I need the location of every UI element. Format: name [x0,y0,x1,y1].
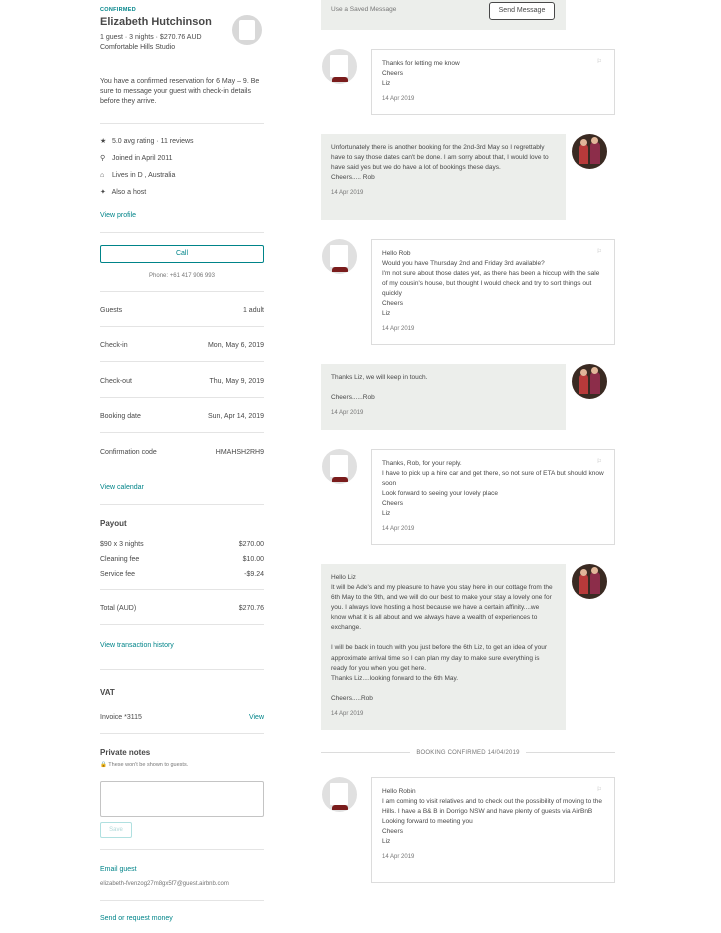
detail-checkin [100,341,264,350]
divider [100,589,264,590]
message-text: Unfortunately there is another booking for the 2nd-3rd May so I regrettably have to say those dates can't be done. I am sorry about that, I would love to have said yes but we do have a lot of bookings these days. Cheers..... Rob [331,144,549,182]
lock-icon: 🔒 [100,762,107,768]
view-calendar-link[interactable]: View calendar [100,484,144,491]
send-message-button[interactable]: Send Message [489,2,555,20]
private-notes-hint [100,762,188,769]
detail-label: Check-out [100,378,132,385]
fact-location [100,171,175,180]
payout-cleaning [100,555,264,564]
detail-checkout [100,377,264,386]
guest-avatar[interactable] [232,15,262,45]
flag-icon[interactable]: ⚐ [596,59,602,65]
fact-joined [100,154,173,163]
fact-host-text: Also a host [111,189,147,196]
divider [100,624,264,625]
invoice-row [100,713,264,722]
badge-icon: ⚲ [100,155,106,162]
message-text: Hello Liz It will be Ade's and my pleasure to have you stay here in our cottage from the 6th May to the 9th, and we will do our best to make your stay a lovely one for you. I always love hosting a host because we have a certain affinity....we know what it is all about and we always have a wealth of experiences to exchange. I will be back in touch with you just before the 6th Liz, to get an idea of your approximate arrival time so I can plan my day to make sure everything is ready for you when you get here. Thanks Liz....looking forward to the 6th May. Cheers.....Rob [331,574,553,702]
use-saved-message-link[interactable]: Use a Saved Message [331,6,397,13]
status-label: CONFIRMED [100,7,137,13]
host-icon: ✦ [100,189,106,196]
message-outgoing [371,777,615,883]
host-avatar [572,564,607,599]
divider [100,669,264,670]
vat-heading: VAT [100,688,115,697]
payout-service [100,570,264,579]
view-transaction-history-link[interactable]: View transaction history [100,642,174,649]
message-date: 14 Apr 2019 [382,854,415,861]
fact-joined-text: Joined in April 2011 [111,155,173,162]
invoice-label: Invoice *3115 [100,714,142,721]
divider [100,291,264,292]
detail-value: Mon, May 6, 2019 [207,342,264,349]
message-date: 14 Apr 2019 [331,190,364,197]
payout-nights [100,540,264,549]
flag-icon[interactable]: ⚐ [596,787,602,793]
guest-email-address: elizabeth-fvenzog27m8gx5f7@guest.airbnb.com [100,881,229,887]
fact-rating-text: 5.0 avg rating · 11 reviews [111,138,194,145]
detail-booking-date [100,412,264,421]
payout-total-value: $270.76 [238,605,264,612]
payout-label: $90 x 3 nights [100,541,144,548]
message-date: 14 Apr 2019 [331,710,364,717]
payout-label: Cleaning fee [100,556,140,563]
detail-label: Confirmation code [100,449,157,456]
message-incoming [321,364,566,430]
listing-name: Comfortable Hills Studio [100,44,176,51]
view-profile-link[interactable]: View profile [100,212,137,219]
reservation-intro: You have a confirmed reservation for 6 May – 9. Be sure to message your guest with check-in details before they arrive. [100,78,260,106]
divider [100,849,264,850]
detail-value: HMAHSH2RH9 [215,449,264,456]
divider [100,733,264,734]
fact-host [100,188,146,197]
message-date: 14 Apr 2019 [382,326,415,333]
message-text: Thanks Liz, we will keep in touch. Cheers......Rob [331,374,428,402]
booking-confirmed-text: BOOKING CONFIRMED 14/04/2019 [410,750,525,756]
message-composer [321,0,566,30]
host-avatar [572,134,607,169]
save-notes-button[interactable]: Save [100,822,132,838]
detail-label: Check-in [100,342,128,349]
divider [100,397,264,398]
divider [100,432,264,433]
payout-heading: Payout [100,519,127,528]
private-notes-hint-text: These won't be shown to guests. [108,762,189,768]
host-avatar [572,364,607,399]
flag-icon[interactable]: ⚐ [596,459,602,465]
divider [100,232,264,233]
message-incoming [321,564,566,730]
divider [100,504,264,505]
payout-value: -$9.24 [244,571,264,578]
reservation-summary: 1 guest · 3 nights · $270.76 AUD [100,34,202,41]
message-text: Thanks, Rob, for your reply. I have to pick up a hire car and get there, so not sure of ETA but should know soon Look forward to seeing your lovely place Cheers Liz [382,460,604,518]
payout-total [100,604,264,613]
message-outgoing [371,239,615,345]
booking-confirmed-label [321,748,615,757]
phone-number: Phone: +61 417 906 993 [149,273,215,279]
detail-label: Booking date [100,413,141,420]
email-guest-link[interactable]: Email guest [100,866,137,873]
send-request-money-link[interactable]: Send or request money [100,915,173,922]
payout-value: $270.00 [238,541,264,548]
private-notes-textarea[interactable] [100,781,264,817]
detail-value: Sun, Apr 14, 2019 [207,413,264,420]
message-date: 14 Apr 2019 [382,96,415,103]
message-text: Thanks for letting me know Cheers Liz [382,60,460,88]
own-avatar [322,49,357,84]
message-outgoing [371,49,615,115]
divider [100,326,264,327]
detail-value: 1 adult [242,307,264,314]
star-icon: ★ [100,138,107,145]
message-date: 14 Apr 2019 [331,410,364,417]
call-button[interactable]: Call [100,245,264,263]
invoice-view-link[interactable]: View [248,714,264,721]
message-outgoing [371,449,615,545]
detail-guests [100,306,264,315]
divider [100,900,264,901]
payout-total-label: Total (AUD) [100,605,137,612]
detail-value: Thu, May 9, 2019 [209,378,264,385]
message-text: Hello Rob Would you have Thursday 2nd and Friday 3rd available? I'm not sure about those dates yet, as there has been a hiccup with the sale of my cousin's house, but thought I would check and try to sort things out quickly Cheers Liz [382,250,600,318]
home-icon: ⌂ [100,172,105,179]
own-avatar [322,777,357,812]
own-avatar [322,449,357,484]
private-notes-heading: Private notes [100,748,151,757]
own-avatar [322,239,357,274]
fact-location-text: Lives in D , Australia [111,172,176,179]
message-text: Hello Robin I am coming to visit relatives and to check out the possibility of moving to the Hills. I have a B& B in Dorrigo NSW and have plenty of guests via AirBnB Looking forward to meeting you Cheers Liz [382,788,603,846]
detail-label: Guests [100,307,123,314]
fact-rating [100,137,194,146]
payout-label: Service fee [100,571,136,578]
flag-icon[interactable]: ⚐ [596,249,602,255]
message-date: 14 Apr 2019 [382,526,415,533]
divider [100,123,264,124]
message-incoming [321,134,566,220]
guest-name: Elizabeth Hutchinson [100,16,212,28]
payout-value: $10.00 [242,556,264,563]
detail-confirmation-code [100,448,264,457]
divider [100,361,264,362]
